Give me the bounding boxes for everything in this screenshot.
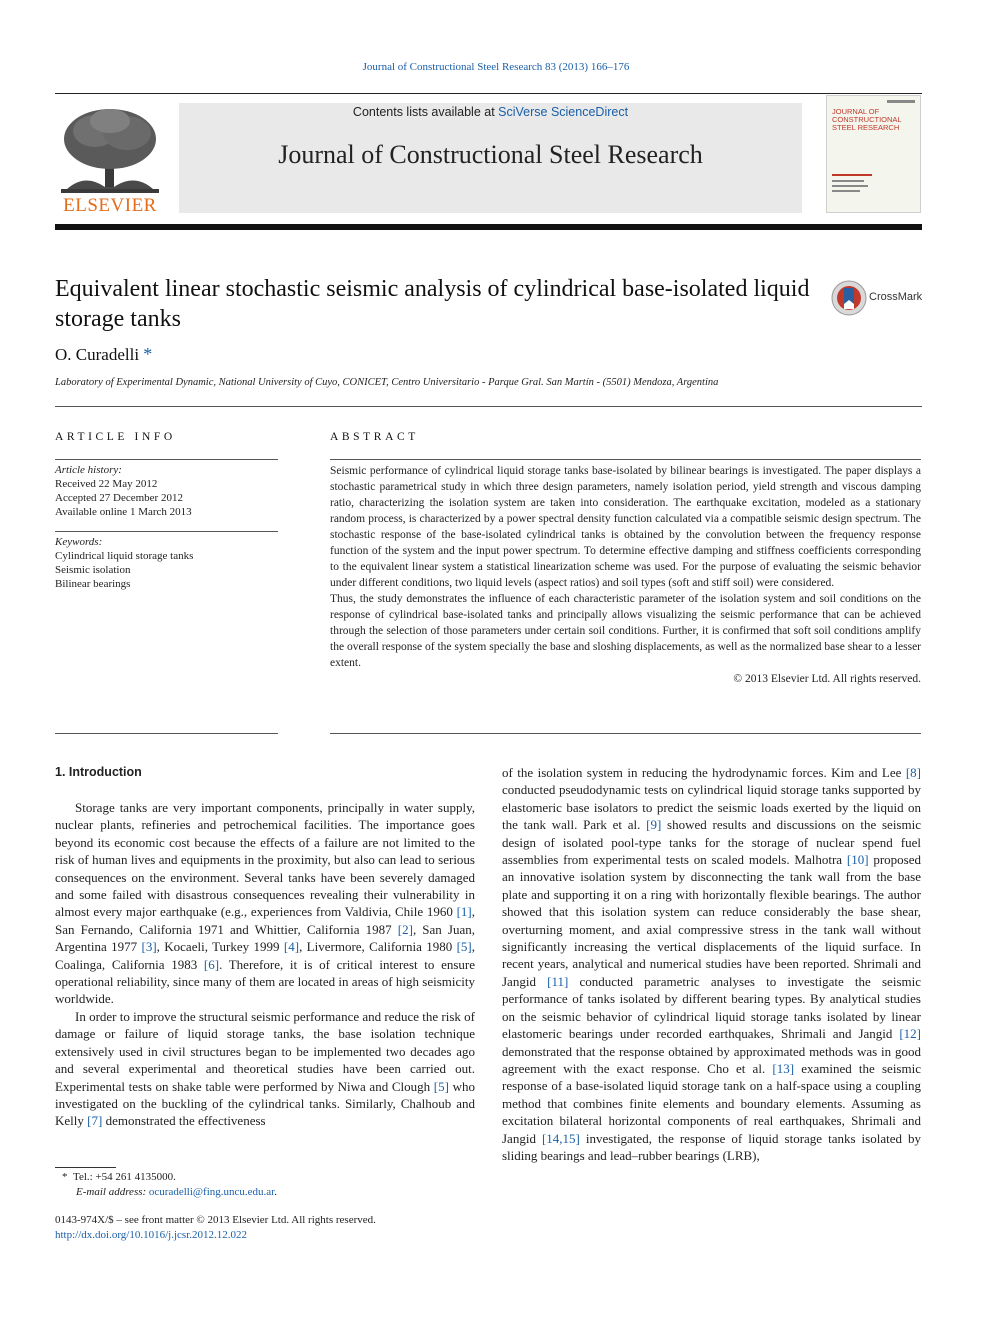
abstract-paragraph: Seismic performance of cylindrical liquid storage tanks base-isolated by bilinear bearings is investigated. The paper displays a stochastic parametrical study in which three design parameters, namely isolation period, yield strength and viscous damping ratio, characterizing the isolation system are taken into consideration. The earthquake excitation, modeled as a stationary random process, is characterized by a power spectral density function calculated via a compatible seismic design spectrum. The stochastic response of the base-isolated cylindrical tanks is obtained by the convolution between the frequency response function of the system and the input power spectrum. To determine effective damping and stiffness coefficients corresponding to the equivalent linear system a statistical linearization scheme was used. For the purpose of evaluating the seismic behavior under different conditions, two liquid levels (aspect ratios) and soil types (soft and stiff soil) were considered. xyxy=(330,465,921,589)
history-received: Received 22 May 2012 xyxy=(55,478,158,490)
cover-line xyxy=(832,185,868,187)
keyword: Seismic isolation xyxy=(55,564,131,576)
crossmark-badge[interactable] xyxy=(831,280,923,316)
intro-paragraph xyxy=(502,764,921,1164)
citation-link[interactable]: [8] xyxy=(905,765,921,780)
section-heading: 1. Introduction xyxy=(55,765,142,779)
crossmark-label: CrossMark xyxy=(869,291,923,303)
citation-link[interactable]: [2] xyxy=(397,921,413,937)
body-text: , Livermore, California 1980 xyxy=(299,939,457,955)
footnote-mark: * xyxy=(62,1171,68,1183)
citation-link[interactable]: [4] xyxy=(283,939,300,955)
journal-cover-thumbnail[interactable] xyxy=(826,95,921,213)
publisher-name: ELSEVIER xyxy=(63,195,157,216)
article-history xyxy=(55,463,278,519)
body-text: In order to improve the structural seismic performance and reduce the risk of damage or failure of liquid storage tanks, the base isolation technique extensively used in civil structures began to be implemented two decades ago and several experimental and theoretical studies have been carried out. Experimental tests on shake table were performed by Niwa and Clough xyxy=(55,1008,475,1094)
citation-link[interactable]: [11] xyxy=(547,973,569,989)
keywords-label: Keywords: xyxy=(55,536,103,548)
body-text: proposed an innovative isolation system by disconnecting the tank wall from the base plate and supporting it on a ring with horizontally flexible bearings. The author showed that this isolation system can reduce considerably the base shear, overturning moment, and axial compressive stress in the tank wall without significantly increasing the vertical displacements of the liquid surface. In recent years, analytical and numerical studies have been reported. Shrimali and Jangid xyxy=(502,852,921,989)
body-text: , San Fernando, California 1971 and Whittier, California 1987 xyxy=(55,904,475,937)
author-name[interactable]: O. Curadelli xyxy=(55,345,140,364)
sciencedirect-link[interactable]: SciVerse ScienceDirect xyxy=(498,105,629,119)
citation-link[interactable]: [6] xyxy=(203,956,220,972)
citation-link[interactable]: [3] xyxy=(141,939,157,955)
keyword: Bilinear bearings xyxy=(55,578,131,590)
body-text: of the isolation system in reducing the hydrodynamic forces. Kim and Lee xyxy=(502,765,906,780)
header-rule xyxy=(55,93,922,94)
article-info-rule xyxy=(55,459,278,460)
issn-line: 0143-974X/$ – see front matter © 2013 Elsevier Ltd. All rights reserved. xyxy=(55,1214,376,1226)
email-label: E-mail address: xyxy=(76,1186,147,1198)
body-text: , Coalinga, California 1983 xyxy=(55,939,476,972)
author-line xyxy=(55,344,152,365)
body-text: , San Juan, Argentina 1977 xyxy=(55,921,475,955)
citation-link[interactable]: [1] xyxy=(456,904,472,920)
body-text: investigated, the response of liquid storage tanks isolated by sliding bearings and lead–rubber bearings (LRB), xyxy=(502,1130,921,1163)
corresponding-author-mark[interactable]: * xyxy=(143,344,153,364)
body-text: conducted pseudodynamic tests on cylindrical liquid storage tanks supported by elastomeric base isolators to predict the seismic loads exerted by the liquid on the tank wall. Park et al. xyxy=(502,782,921,833)
footnote-email xyxy=(76,1185,277,1200)
keyword: Cylindrical liquid storage tanks xyxy=(55,550,194,562)
intro-paragraph xyxy=(55,1008,475,1130)
abstract-copyright: © 2013 Elsevier Ltd. All rights reserved. xyxy=(733,673,921,685)
citation-link[interactable]: [14,15] xyxy=(541,1130,580,1146)
citation-link[interactable]: [13] xyxy=(772,1060,795,1076)
header-thick-rule xyxy=(55,224,922,230)
abstract-heading: ABSTRACT xyxy=(330,431,419,443)
body-text: , Kocaeli, Turkey 1999 xyxy=(156,939,284,955)
cover-line xyxy=(832,180,864,182)
article-info-heading: ARTICLE INFO xyxy=(55,431,176,443)
footnote-rule xyxy=(55,1167,116,1168)
footnote-tel-text: Tel.: +54 261 4135000. xyxy=(73,1171,176,1183)
history-label: Article history: xyxy=(55,464,122,476)
abstract-body xyxy=(330,463,921,687)
history-accepted: Accepted 27 December 2012 xyxy=(55,492,183,504)
body-text: . Therefore, it is of critical interest to ensure operational reliability, since many of them are located in areas of high seismicity worldwide. xyxy=(55,956,475,1007)
email-link[interactable]: ocuradelli@fing.uncu.edu.ar xyxy=(148,1186,275,1198)
crossmark-icon xyxy=(831,280,867,316)
abstract-paragraph: Thus, the study demonstrates the influence of each characteristic parameter of the isolation system and soil conditions on the response of cylindrical base-isolated tanks and principally allows visualizing the seismic performance that can be achieved through the selection of those parameters under certain soil conditions. Further, it is confirmed that soft soil conditions amplify the overall response of the system specially the base and sloshing displacements, as well as the normalized base shear to a lesser extent. xyxy=(330,593,921,669)
paper-title: Equivalent linear stochastic seismic analysis of cylindrical base-isolated liquid storage tanks xyxy=(55,276,810,332)
intro-right-column xyxy=(502,764,921,1164)
citation-link[interactable]: [5] xyxy=(456,939,472,955)
body-text: who investigated on the buckling of the cylindrical tanks. Similarly, Chalhoub and Kelly xyxy=(55,1078,476,1129)
body-text: Storage tanks are very important components, principally in water supply, nuclear plants, refineries and petrochemical facilities. The importance goes beyond its economic cost because the effects of a failure are not limited to the risk of human lives and equipments in the proximity, but also can lead to serious consequences on the environment. Several tanks have been severely damaged and some failed with disastrous consequences revealing their vulnerability in almost every major earthquake (e.g., experiences from Valdivia, Chile 1960 xyxy=(55,800,475,920)
citation-link[interactable]: [10] xyxy=(846,852,869,868)
body-text: demonstrated the effectiveness xyxy=(102,1113,266,1129)
affiliation-rule xyxy=(55,406,922,407)
footnote-tel xyxy=(62,1170,176,1185)
citation-link[interactable]: [12] xyxy=(899,1026,921,1042)
cover-line xyxy=(832,174,872,176)
affiliation: Laboratory of Experimental Dynamic, National University of Cuyo, CONICET, Centro Universitario - Parque Gral. San Martín - (5501) Mendoza, Argentina xyxy=(55,377,719,388)
article-info-bottom-rule xyxy=(55,733,278,734)
citation-link[interactable]: [9] xyxy=(646,817,662,833)
citation-link[interactable]: [5] xyxy=(433,1078,449,1094)
body-text: examined the seismic response of a base-isolated liquid storage tank on a half-space using a coupling method that combines finite elements and boundary elements. Assuming as excitation bilateral horizontal components of real earthquakes, Shrimali and Jangid xyxy=(502,1060,921,1146)
contents-prefix: Contents lists available at xyxy=(352,105,499,119)
cover-code xyxy=(887,100,915,103)
intro-left-column xyxy=(55,799,475,1130)
contents-line xyxy=(179,105,802,119)
abstract-rule xyxy=(330,459,921,460)
email-end: . xyxy=(274,1186,277,1198)
journal-title: Journal of Constructional Steel Research xyxy=(278,140,703,169)
keywords-rule xyxy=(55,531,278,532)
journal-citation[interactable]: Journal of Constructional Steel Research 83 (2013) 166–176 xyxy=(362,61,630,73)
body-text: demonstrated that the response obtained by approximated methods was in good agreement with the exact response. Cho et al. xyxy=(502,1043,921,1076)
cover-title: JOURNAL OF CONSTRUCTIONAL STEEL RESEARCH xyxy=(832,107,902,132)
body-text: conducted parametric analyses to investigate the seismic performance of tanks isolated by different bearing types. By analytical studies on the seismic behavior of cylindrical liquid storage tanks isolated by linear elastomeric bearings under recorded earthquakes, Shrimali and Jangid xyxy=(502,973,921,1042)
citation-link[interactable]: [7] xyxy=(87,1113,103,1129)
intro-paragraph xyxy=(55,799,475,1008)
abstract-bottom-rule xyxy=(330,733,921,734)
elsevier-logo xyxy=(55,103,165,215)
body-text: showed results and discussions on the seismic design of isolated pool-type tanks for the storage of nuclear spend fuel assemblies from experimental tests on scaled models. Malhotra xyxy=(502,817,921,868)
history-online: Available online 1 March 2013 xyxy=(55,506,192,518)
doi-link[interactable]: http://dx.doi.org/10.1016/j.jcsr.2012.12.022 xyxy=(55,1229,247,1241)
keywords xyxy=(55,535,278,591)
cover-line xyxy=(832,190,860,192)
